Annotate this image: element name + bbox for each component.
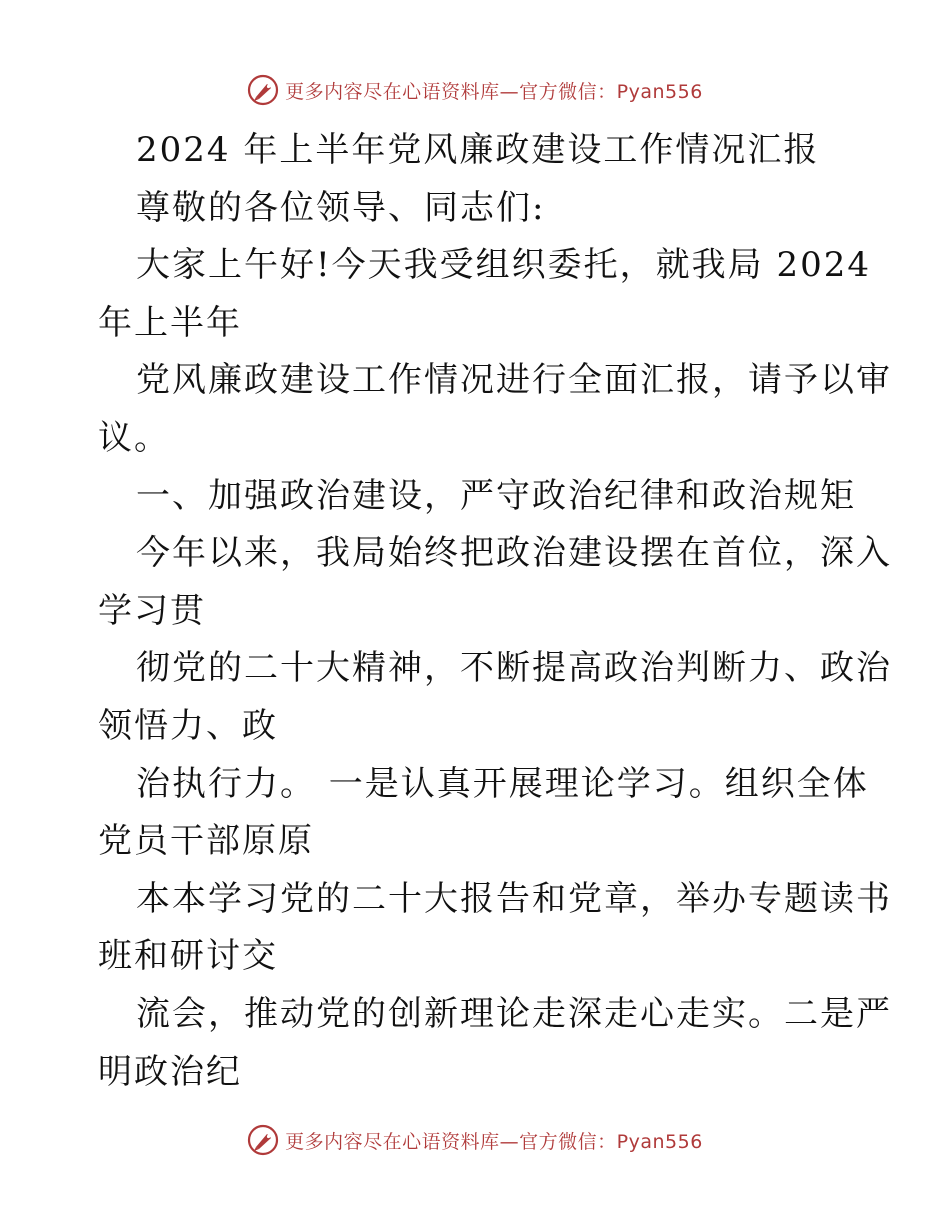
document-line: 党员干部原原: [98, 821, 314, 862]
document-line: 尊敬的各位领导、同志们:: [136, 187, 546, 228]
document-line: 班和研讨交: [98, 936, 278, 977]
pen-nib-logo-icon: [247, 1124, 279, 1156]
document-line: 大家上午好!今天我受组织委托，就我局 2024: [136, 245, 871, 286]
pen-nib-logo-icon: [247, 74, 279, 106]
document-line: 2024 年上半年党风廉政建设工作情况汇报: [136, 130, 820, 170]
document-line: 党风廉政建设工作情况进行全面汇报，请予以审: [136, 360, 892, 401]
document-line: 一、加强政治建设，严守政治纪律和政治规矩: [136, 475, 856, 516]
watermark-banner-bottom: [0, 1120, 950, 1160]
document-line: 议。: [98, 417, 170, 458]
watermark-banner-top: [0, 70, 950, 110]
document-body: [98, 122, 892, 1101]
document-line: 今年以来，我局始终把政治建设摆在首位，深入: [136, 533, 892, 574]
document-line: 学习贯: [98, 590, 206, 631]
watermark-text: 更多内容尽在心语资料库—官方微信：Pyan556: [285, 1130, 703, 1153]
document-line: 本本学习党的二十大报告和党章，举办专题读书: [136, 878, 892, 919]
document-line: 流会，推动党的创新理论走深走心走实。二是严: [136, 993, 892, 1034]
document-line: 治执行力。 一是认真开展理论学习。组织全体: [136, 763, 869, 804]
document-line: 明政治纪: [98, 1051, 242, 1092]
document-line: 领悟力、政: [98, 705, 278, 746]
document-line: 彻党的二十大精神，不断提高政治判断力、政治: [136, 648, 892, 689]
watermark-text: 更多内容尽在心语资料库—官方微信：Pyan556: [285, 80, 703, 103]
document-line: 年上半年: [98, 302, 242, 343]
